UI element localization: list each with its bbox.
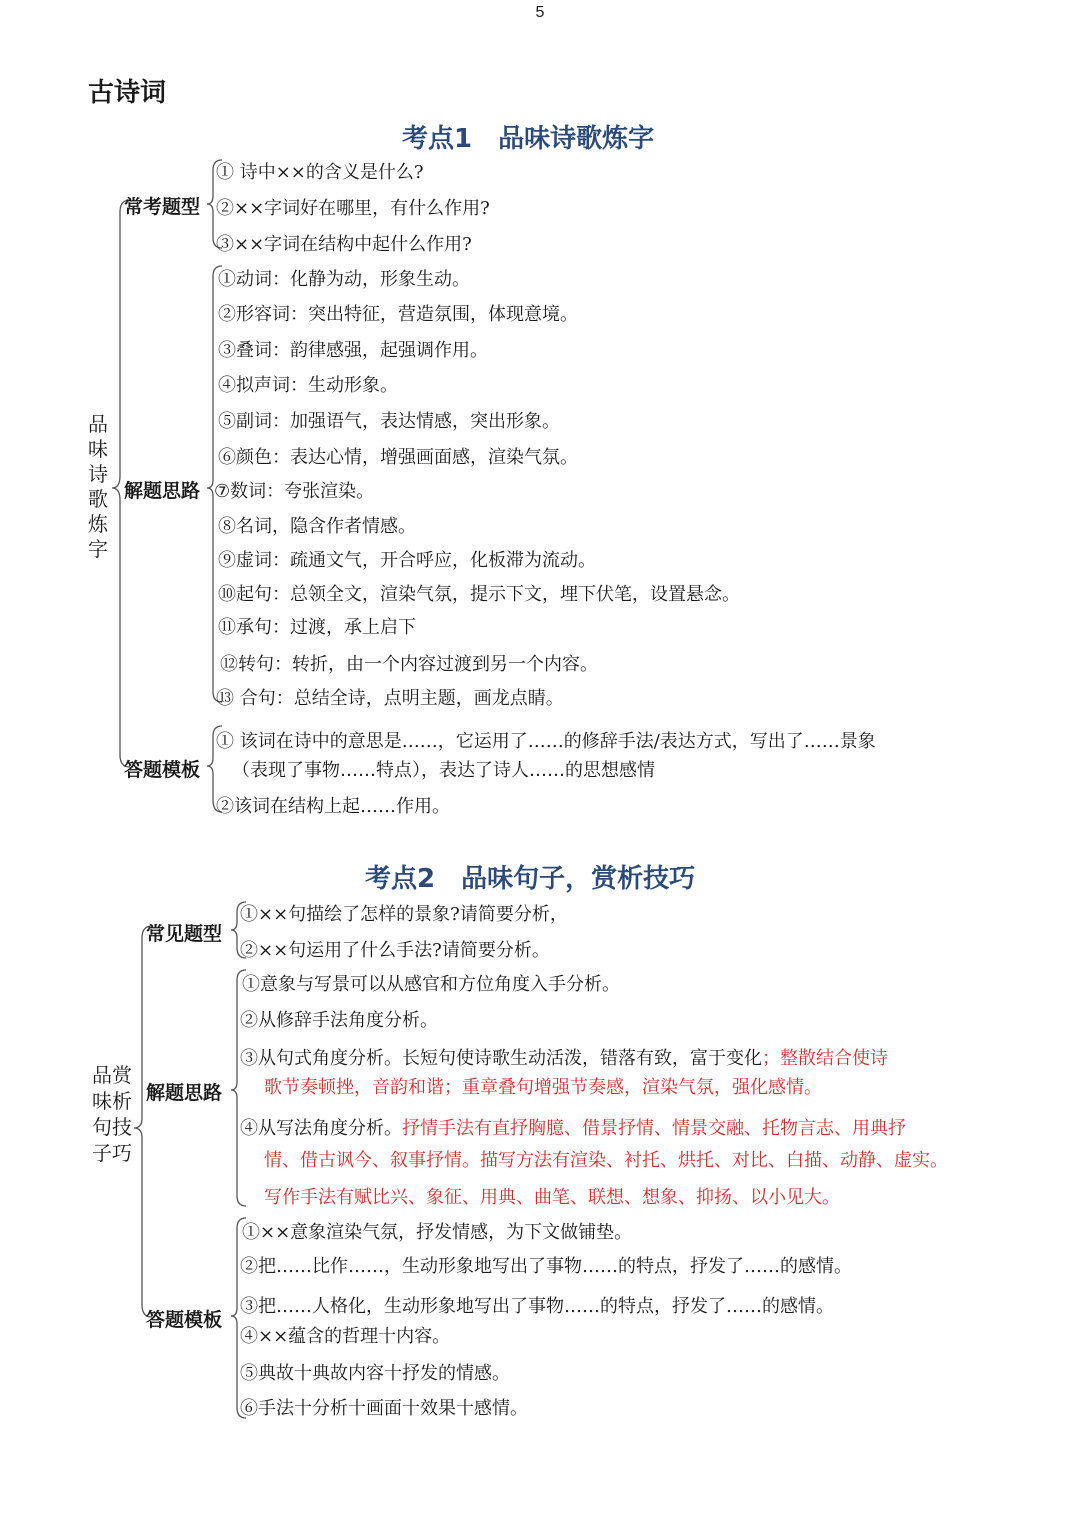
list-item xyxy=(264,1146,948,1172)
list-item: ①动词：化静为动，形象生动。 xyxy=(218,269,470,290)
side-char: 诗 xyxy=(88,462,108,486)
side-chars: 子巧 xyxy=(92,1141,132,1165)
text-black: ④从写法角度分析。 xyxy=(240,1118,402,1139)
list-item: ③把……人格化，生动形象地写出了事物……的特点，抒发了……的感情。 xyxy=(240,1296,834,1317)
list-item: ③叠词：韵律感强，起强调作用。 xyxy=(218,340,488,361)
list-item xyxy=(264,1073,822,1099)
list-item: ②把……比作……，生动形象地写出了事物……的特点，抒发了……的感情。 xyxy=(240,1256,852,1277)
list-item: ②××字词好在哪里，有什么作用? xyxy=(216,198,490,219)
category-label: 解题思路 xyxy=(146,1082,223,1104)
side-char: 炼 xyxy=(88,512,108,536)
text-red: ；整散结合使诗 xyxy=(762,1048,888,1069)
category-label: 解题思路 xyxy=(124,480,201,502)
list-item: ⑧名词，隐含作者情感。 xyxy=(218,516,416,537)
list-item: ⑥颜色：表达心情，增强画面感，渲染气氛。 xyxy=(218,447,578,468)
category-label: 答题模板 xyxy=(124,759,201,781)
list-item: ④拟声词：生动形象。 xyxy=(218,375,398,396)
section1-side-label xyxy=(86,412,110,562)
list-item: ⑤副词：加强语气，表达情感，突出形象。 xyxy=(218,411,560,432)
text-red: 抒情手法有直抒胸臆、借景抒情、情景交融、托物言志、用典抒 xyxy=(402,1118,906,1139)
side-char: 品 xyxy=(88,412,108,436)
side-chars: 句技 xyxy=(92,1115,132,1139)
list-item xyxy=(240,1114,906,1140)
side-chars: 味析 xyxy=(92,1089,132,1113)
section2-side-label xyxy=(86,1062,138,1166)
side-char: 歌 xyxy=(88,487,108,511)
section1-title: 考点1 品味诗歌炼字 xyxy=(402,124,655,154)
list-item: ④××蕴含的哲理十内容。 xyxy=(240,1326,451,1347)
text-red: 情、借古讽今、叙事抒情。描写方法有渲染、衬托、烘托、对比、白描、动静、虚实。 xyxy=(264,1150,948,1171)
list-item: ⑩起句：总领全文，渲染气氛，提示下文，埋下伏笔，设置悬念。 xyxy=(218,584,740,605)
list-item: ②××句运用了什么手法?请简要分析。 xyxy=(240,940,550,961)
list-item: ⑤典故十典故内容十抒发的情感。 xyxy=(240,1363,510,1384)
list-item: ②该词在结构上起……作用。 xyxy=(216,796,450,817)
list-item: ①××意象渲染气氛，抒发情感，为下文做铺垫。 xyxy=(242,1222,633,1243)
text-black: ①意象与写景可以从感官和方位角度入手分析。 xyxy=(242,974,620,995)
list-item: ⑥手法十分析十画面十效果十感情。 xyxy=(240,1398,528,1419)
text-red: 写作手法有赋比兴、象征、用典、曲笔、联想、想象、抑扬、以小见大。 xyxy=(264,1187,840,1208)
list-item: ⑦数词：夸张渲染。 xyxy=(214,481,375,502)
text-black: ③从句式角度分析。长短句使诗歌生动活泼，错落有致，富于变化 xyxy=(240,1048,762,1069)
list-item: ①××句描绘了怎样的景象?请简要分析， xyxy=(240,904,568,925)
list-item xyxy=(264,1183,840,1209)
section2-title: 考点2 品味句子，赏析技巧 xyxy=(365,864,696,894)
list-item: ① 诗中××的含义是什么? xyxy=(216,162,424,183)
side-char: 味 xyxy=(88,437,108,461)
text-black: ②从修辞手法角度分析。 xyxy=(240,1010,438,1031)
page-number: 5 xyxy=(535,4,545,21)
list-item xyxy=(242,970,620,996)
category-label: 常见题型 xyxy=(146,923,223,945)
list-item: ③××字词在结构中起什么作用? xyxy=(216,234,472,255)
category-label: 答题模板 xyxy=(146,1309,223,1331)
list-item: ⑬ 合句：总结全诗，点明主题，画龙点睛。 xyxy=(216,688,564,709)
side-char: 字 xyxy=(88,537,108,561)
list-item xyxy=(240,1044,888,1070)
list-item xyxy=(240,1006,438,1032)
list-item: ⑨虚词：疏通文气，开合呼应，化板滞为流动。 xyxy=(218,550,596,571)
list-item: ⑫转句：转折，由一个内容过渡到另一个内容。 xyxy=(220,654,598,675)
list-item: ① 该词在诗中的意思是……，它运用了……的修辞手法/表达方式，写出了……景象 xyxy=(216,731,876,752)
list-item: ⑪承句：过渡，承上启下 xyxy=(218,617,416,638)
list-item: ②形容词：突出特征，营造氛围，体现意境。 xyxy=(218,304,578,325)
document-title: 古诗词 xyxy=(88,78,167,108)
list-item: （表现了事物……特点），表达了诗人……的思想感情 xyxy=(232,760,655,781)
brace-s2-g3 xyxy=(231,1218,246,1418)
side-chars: 品赏 xyxy=(92,1063,132,1087)
category-label: 常考题型 xyxy=(124,196,201,218)
text-red: 歌节奏顿挫，音韵和谐；重章叠句增强节奏感，渲染气氛，强化感情。 xyxy=(264,1077,822,1098)
